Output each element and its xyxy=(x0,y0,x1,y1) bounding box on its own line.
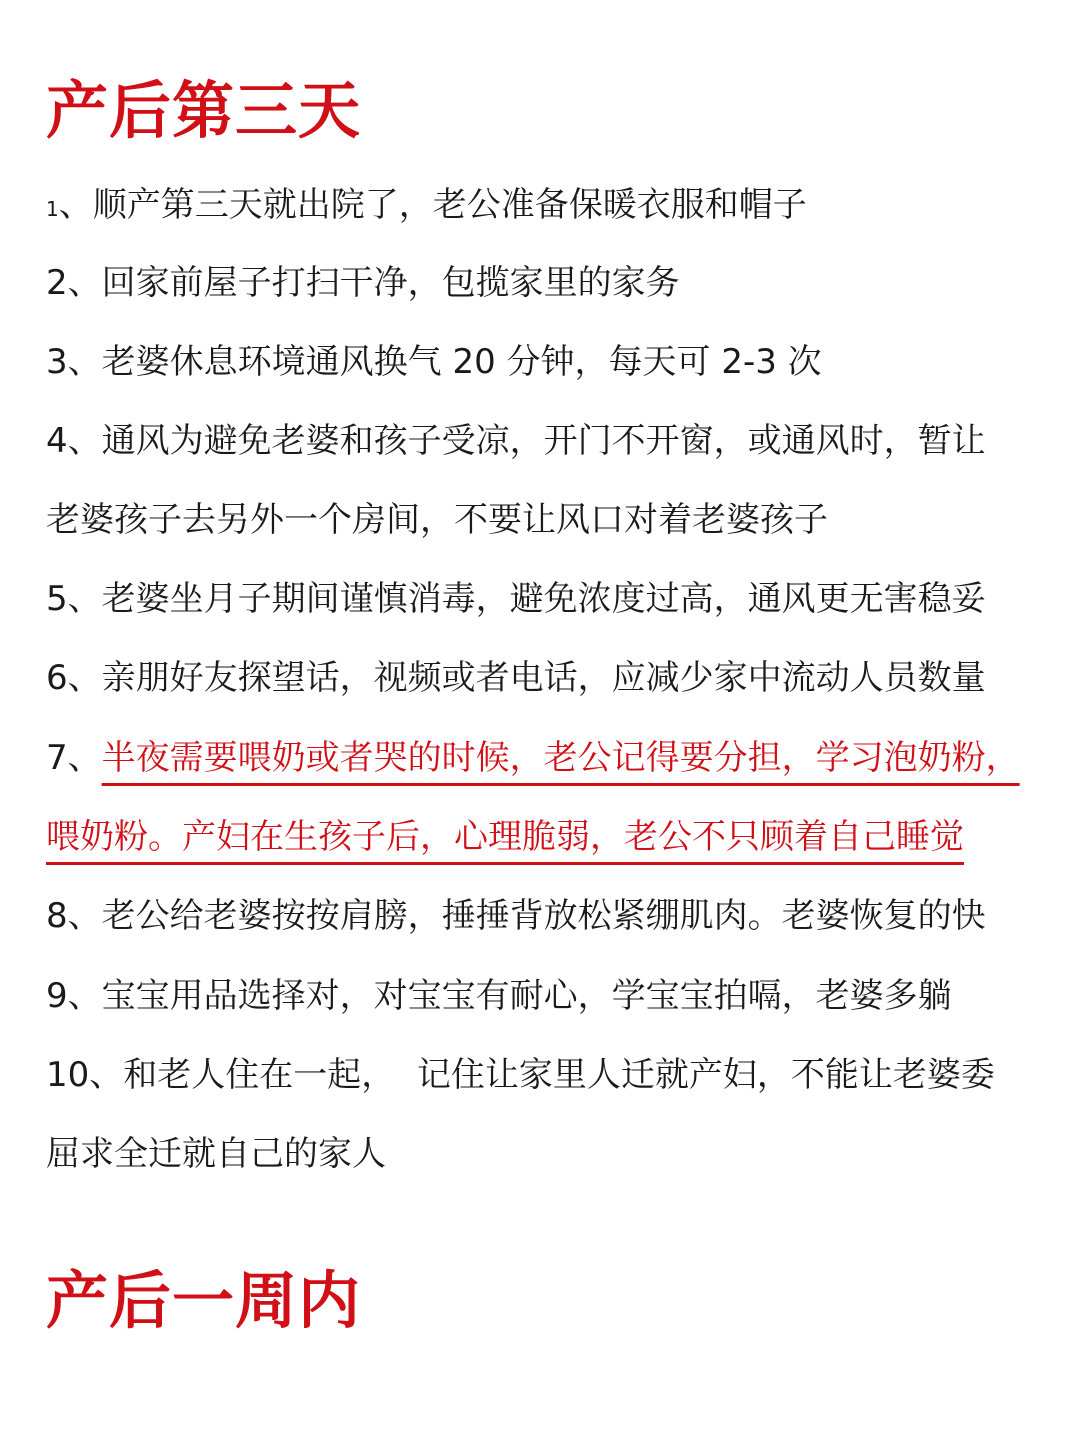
item-text: 老婆休息环境通风换气 20 分钟，每天可 2-3 次 xyxy=(101,342,822,382)
item-number: 7 xyxy=(46,738,68,778)
item-text: 老公给老婆按按肩膀，捶捶背放松紧绷肌肉。老婆恢复的快 xyxy=(101,896,986,936)
section-title-day-three: 产后第三天 xyxy=(46,74,362,147)
item-number: 10 xyxy=(46,1055,90,1095)
list-item-9 xyxy=(46,976,952,1016)
list-item-7 xyxy=(46,738,1020,778)
item-number: 4 xyxy=(46,421,68,461)
item-separator: 、 xyxy=(67,738,102,778)
item-number: 2 xyxy=(46,263,68,303)
item-text: 宝宝用品选择对，对宝宝有耐心，学宝宝拍嗝，老婆多躺 xyxy=(101,976,952,1016)
list-item-4 xyxy=(46,421,986,461)
list-item-5 xyxy=(46,579,986,619)
item-separator: 、 xyxy=(67,896,102,936)
item-separator: 、 xyxy=(67,976,102,1016)
item-separator: 、 xyxy=(67,421,102,461)
item-separator: 、 xyxy=(89,1055,124,1095)
list-item-10 xyxy=(46,1055,995,1095)
highlighted-item-text-continued: 喂奶粉。产妇在生孩子后，心理脆弱，老公不只顾着自己睡觉 xyxy=(46,817,964,857)
item-number: 5 xyxy=(46,579,68,619)
list-item-4-continued xyxy=(46,500,828,540)
item-number: 3 xyxy=(46,342,68,382)
section-title-first-week: 产后一周内 xyxy=(46,1264,362,1337)
item-text: 和老人住在一起， 记住让家里人迁就产妇，不能让老婆委 xyxy=(123,1055,995,1095)
item-number: 8 xyxy=(46,896,68,936)
item-separator: 、 xyxy=(67,342,102,382)
item-text-continued: 屈求全迁就自己的家人 xyxy=(46,1134,386,1174)
list-item-6 xyxy=(46,658,986,698)
item-separator: 、 xyxy=(67,263,102,303)
list-item-1 xyxy=(46,185,807,225)
list-item-3 xyxy=(46,342,822,382)
list-item-2 xyxy=(46,263,680,303)
item-text: 回家前屋子打扫干净，包揽家里的家务 xyxy=(101,263,680,303)
item-text: 顺产第三天就出院了，老公准备保暖衣服和帽子 xyxy=(92,185,807,225)
item-number: 9 xyxy=(46,976,68,1016)
item-number: 1 xyxy=(46,197,59,221)
item-separator: 、 xyxy=(67,579,102,619)
item-text-continued: 老婆孩子去另外一个房间，不要让风口对着老婆孩子 xyxy=(46,500,828,540)
item-separator: 、 xyxy=(67,658,102,698)
item-separator: 、 xyxy=(58,185,93,225)
item-text: 亲朋好友探望话，视频或者电话，应减少家中流动人员数量 xyxy=(101,658,986,698)
list-item-7-continued xyxy=(46,817,964,857)
highlighted-item-text: 半夜需要喂奶或者哭的时候，老公记得要分担，学习泡奶粉， xyxy=(101,738,1020,778)
item-text: 通风为避免老婆和孩子受凉，开门不开窗，或通风时，暂让 xyxy=(101,421,986,461)
item-text: 老婆坐月子期间谨慎消毒，避免浓度过高，通风更无害稳妥 xyxy=(101,579,986,619)
list-item-10-continued xyxy=(46,1134,386,1174)
list-item-8 xyxy=(46,896,986,936)
item-number: 6 xyxy=(46,658,68,698)
